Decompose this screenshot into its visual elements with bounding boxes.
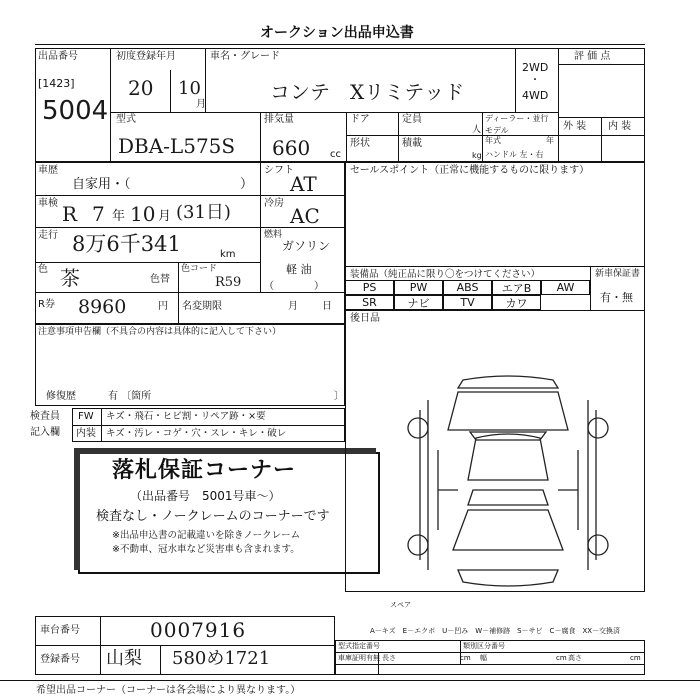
divider [558,64,645,65]
wheel-rr [588,535,608,555]
inspector-int-items: キズ・汚レ・コゲ・穴・スレ・キレ・破レ [106,428,287,439]
recycle-label: R券 [38,299,55,310]
car-damage-diagram [398,370,618,600]
shape-label: 形状 [350,138,370,149]
divider [590,266,591,310]
reg-prefecture: 山梨 [106,648,142,669]
model-year-unit: 年 [546,136,554,145]
mileage-unit: km [220,249,236,260]
corner-title: 落札保証コーナー [112,458,297,483]
inspection-label: 車検 [38,198,58,209]
right-side [588,400,596,570]
inspection-month: 10 [130,202,156,226]
divider [515,48,516,112]
windshield [470,432,546,440]
divider [35,645,335,646]
inspector-fw: FW [78,411,94,422]
equipment-label: 装備品（純正品に限り〇をつけてください） [350,269,541,280]
inspection-year: 7 [92,202,105,226]
inspector-label-1: 検査員 [30,411,60,422]
warranty-value: 有・無 [600,291,633,304]
handle-label: ハンドル 左・右 [485,150,544,159]
equipment-ps-cell: PS [345,280,394,295]
divider [335,664,645,665]
load-label: 積載 [402,138,422,149]
spec-length-unit: cm [460,654,471,662]
divider [110,48,111,162]
mileage-label: 走行 [38,230,58,241]
form-title: オークション出品申込書 [260,25,414,41]
color-code-value: R59 [215,275,242,290]
spec-width: 幅 [480,654,487,662]
history-label: 車歴 [38,165,58,176]
damage-legend: A－キズ E－エクボ U－凹み W－補修跡 S－サビ C－腐食 XX－交換済 [370,627,621,635]
spare-label: スペア [390,601,411,609]
door-label: ドア [350,114,370,125]
inspection-day: (31日) [176,202,231,223]
name-change-day: 日 [322,301,332,312]
fuel-paren: （ ） [264,281,324,292]
divider [35,292,345,293]
capacity-unit: 人 [472,125,482,135]
rear-window [468,490,548,505]
divider [72,425,345,426]
drive-2wd: 2WD [522,61,549,74]
inspector-int: 内装 [76,428,96,439]
equipment--cell: カワ [492,295,541,310]
spec-height-unit: cm [630,654,641,662]
divider [160,645,161,675]
divider [110,112,558,113]
wheel-fr [588,418,608,438]
model-value: DBA-L575S [118,134,236,158]
corner-note-1: ※出品申込書の記載違いを除きノークレーム [112,530,301,541]
capacity-label: 定員 [402,114,422,125]
corner-line: 検査なし・ノークレームのコーナーです [96,509,330,524]
name-change-month: 月 [288,301,298,312]
equipment-tv-cell: TV [443,295,492,310]
inspector-label-2: 記入欄 [30,427,60,438]
divider [601,117,602,162]
divider [101,408,102,442]
chassis-value: 0007916 [150,618,247,642]
spec-width-unit: cm [556,654,567,662]
recycle-value: 8960 [78,296,127,318]
history-close: ） [240,177,254,192]
name-change-label: 名変期限 [182,301,222,312]
divider [346,112,347,162]
wheel-fl [408,418,428,438]
sales-point-label: セールスポイント（正常に機能するものに限ります） [350,165,590,176]
divider [178,262,179,292]
trunk-outline [453,510,563,550]
left-side [420,400,428,570]
hood-outline [448,392,568,430]
equipment-b-cell: エアB [492,280,541,295]
model-year-label-2: 年式 [485,136,501,145]
mileage-value: 8万6千341 [72,232,181,256]
inspector-fw-items: キズ・飛石・ヒビ割・リペア跡・×要 [106,411,266,422]
divider [0,680,700,681]
repair-label: 修復歴 [46,391,76,402]
equipment-abs-cell: ABS [443,280,492,295]
divider [35,227,345,228]
eval-exterior: 外 装 [563,121,587,132]
wheel-rl [408,535,428,555]
divider [260,112,261,162]
eval-label: 評 価 点 [574,51,611,62]
disp-unit: cc [330,149,341,160]
first-reg-year: 20 [128,76,154,100]
fuel-gasoline: ガソリン [282,239,331,253]
load-unit: kg [472,151,482,160]
corner-subtitle: （出品番号 5001号車～） [130,489,281,503]
listing-label: 出品番号 [38,51,78,62]
inspection-month-unit: 月 [158,209,172,224]
spec-model-designation: 型式指定番号 [338,642,380,650]
first-reg-month: 10 [178,78,201,99]
equipment-aw-cell: AW [541,280,590,295]
aircon-label: 冷房 [264,198,284,209]
equipment-pw-cell: PW [394,280,443,295]
wish-corner-label: 希望出品コーナー（コーナーは各会場により異なります。） [36,685,301,696]
repair-value: 有 〔箇所 [108,391,152,402]
recycle-unit: 円 [158,301,168,312]
divider [170,70,171,112]
model-label: 型式 [116,114,136,125]
divider [482,112,483,162]
header-rule [35,44,645,45]
car-name-value: コンテ Xリミテッド [270,80,465,104]
fuel-diesel: 軽 油 [286,263,312,276]
spec-length: 長さ [382,654,396,662]
divider [346,135,558,136]
eval-interior: 内 装 [608,121,632,132]
shift-label: シフト [264,165,294,176]
reg-label: 登録番号 [40,654,80,665]
divider [35,262,260,263]
color-label: 色 [38,264,48,275]
drive-dot: ・ [530,75,540,86]
disp-value: 660 [272,136,311,160]
divider [345,266,645,267]
equipment-sr-cell: SR [345,295,394,310]
listing-code: [1423] [38,77,75,90]
drive-4wd: 4WD [522,89,549,102]
spec-category-number: 類別区分番号 [463,642,505,650]
repair-close: 〕 [334,391,344,402]
chassis-label: 車台番号 [40,625,80,636]
front-bumper [458,376,558,388]
divider [558,48,559,162]
model-year-label-1: モデル [485,126,509,135]
divider [335,652,645,653]
car-name-label: 車名・グレード [210,51,280,62]
color-code-label: 色コード [181,264,218,274]
inspection-era: R [62,202,78,226]
roof-outline [468,434,548,480]
rear-bumper [458,570,558,586]
corner-note-2: ※不動車、冠水車など災害車も含まれます。 [112,544,300,555]
first-reg-month-unit: 月 [196,99,206,110]
inspection-year-unit: 年 [112,209,126,224]
notes-label: 注意事項申告欄（不具合の内容は具体的に記入して下さい） [38,327,282,337]
first-reg-label: 初度登録年月 [116,51,176,62]
listing-number: 5004 [42,96,109,126]
warranty-label: 新車保証書 [595,269,641,279]
color-value: 茶 [60,266,80,290]
color-change-label: 色替 [150,274,170,285]
divider [178,292,179,324]
disp-label: 排気量 [264,114,294,125]
shift-value: AT [290,172,317,196]
divider [558,135,645,136]
fuel-label: 燃料 [264,230,283,240]
divider [35,195,345,196]
history-value: 自家用・（ [72,177,131,192]
divider [345,310,645,311]
spec-garage-cert: 車庫証明有無 [338,654,380,662]
aircon-value: AC [290,204,320,228]
equipment--cell: ナビ [394,295,443,310]
divider [398,112,399,162]
later-label: 後日品 [350,313,380,324]
dealer-label: ディーラー・並行 [485,114,549,123]
spec-height: 高さ [568,654,582,662]
reg-number: 580め1721 [172,648,271,669]
